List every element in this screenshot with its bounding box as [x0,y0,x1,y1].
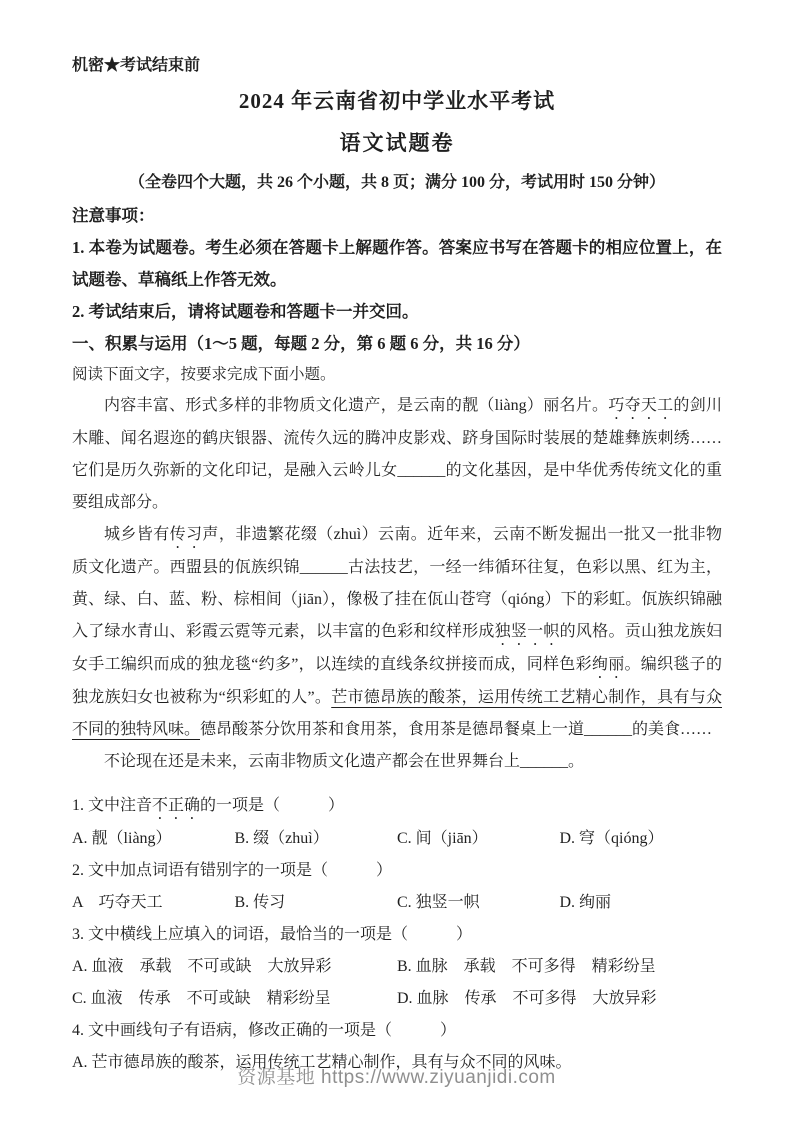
emphasized-text: 独竖一帜 [494,623,560,640]
fill-in-blank: ______ [397,462,446,479]
exam-subtitle: 语文试题卷 [339,131,455,155]
reading-intro: 阅读下面文字，按要求完成下面小题。 [72,366,336,383]
notice-item-1: 1. 本卷为试题卷。考生必须在答题卡上解题作答。答案应书写在答题卡的相应位置上，在试题卷、草稿纸上作答无效。 [72,238,722,289]
exam-meta-line: （全卷四个大题，共 26 个小题，共 8 页；满分 100 分，考试用时 150 分钟） [128,174,665,191]
fill-in-blank: ______ [520,753,569,770]
question-4-stem: 4. 文中画线句子有语病，修改正确的一项是（ ） [72,1022,457,1039]
fill-in-blank: ______ [299,559,348,576]
emphasized-text: 传习 [169,526,203,543]
question-1-option-b: B. 缀（zhuì） [234,830,329,847]
question-3-option-c: C. 血液 传承 不可或缺 精彩纷呈 [72,990,331,1007]
question-2-option-b: B. 传习 [234,894,286,911]
question-2-option-c: C. 独竖一帜 [397,894,480,911]
question-3-stem: 3. 文中横线上应填入的词语，最恰当的一项是（ ） [72,926,473,943]
question-3-option-b: B. 血脉 承载 不可多得 精彩纷呈 [397,958,656,975]
question-2-stem: 2. 文中加点词语有错别字的一项是（ ） [72,862,393,879]
question-2-option-a: A 巧夺天工 [72,894,163,911]
question-3-option-a: A. 血液 承载 不可或缺 大放异彩 [72,958,332,975]
question-3-option-d: D. 血脉 传承 不可多得 大放异彩 [397,990,657,1007]
question-1-stem: 1. 文中注音不正确的一项是（ ） [72,797,345,814]
passage-paragraph-2: 城乡皆有传习声，非遗繁花缀（zhuì）云南。近年来，云南不断发掘出一批又一批非物质文化遗产。西盟县的佤族织锦______古法技艺，一经一纬循环往复，色彩以黑、红为主，黄、绿、白、蓝、粉、棕相间（jiān），像极了挂在佤山苍穹（qióng）下的彩虹。佤族织锦融入了绿水青山、彩霞云霓等元素，以丰富的色彩和纹样形成独竖一帜的风格。贡山独龙族妇女手工编织而成的独龙毯“约多”，以连续的直线条纹拼接而成，同样色彩绚丽。编织毯子的独龙族妇女也被称为“织彩虹的人”。芒市德昂族的酸茶，运用传统工艺精心制作，具有与众不同的独特风味。德昂酸茶分饮用茶和食用茶，食用茶是德昂餐桌上一道______的美食…… [72,526,722,738]
emphasized-text: 巧夺天工 [608,397,674,414]
question-1-option-a: A. 靓（liàng） [72,830,172,847]
passage-paragraph-3: 不论现在还是未来，云南非物质文化遗产都会在世界舞台上______。 [104,753,585,770]
exam-title: 2024 年云南省初中学业水平考试 [238,89,556,113]
question-3-options [72,951,722,1015]
question-list [72,790,722,1079]
question-1-options [72,823,722,855]
question-4-option-a: A. 芒市德昂族的酸茶，运用传统工艺精心制作，具有与众不同的风味。 [72,1054,572,1071]
question-1-option-d: D. 穹（qióng） [559,830,664,847]
emphasized-text: 绚丽 [591,656,625,673]
emphasized-text: 不正确 [152,797,201,814]
passage-paragraph-1: 内容丰富、形式多样的非物质文化遗产，是云南的靓（liàng）丽名片。巧夺天工的剑川木雕、闻名遐迩的鹤庆银器、流传久远的腾冲皮影戏、跻身国际时装展的楚雄彝族刺绣……它们是历久弥新的文化印记，是融入云岭儿女______的文化基因，是中华优秀传统文化的重要组成部分。 [72,397,722,511]
section-1-heading: 一、积累与运用（1～5 题，每题 2 分，第 6 题 6 分，共 16 分） [72,334,530,353]
fill-in-blank: ______ [584,721,633,738]
notice-item-2: 2. 考试结束后，请将试题卷和答题卡一并交回。 [72,302,419,321]
question-2-option-d: D. 绚丽 [559,894,612,911]
watermark-site-link[interactable]: 资源基地 https://www.ziyuanjidi.com [237,1067,556,1088]
confidential-notice: 机密★考试结束前 [72,57,201,74]
question-2-options [72,887,722,919]
question-1-option-c: C. 间（jiān） [397,830,488,847]
notices-heading: 注意事项： [72,206,155,225]
underlined-sentence: 芒市德昂族的酸茶，运用传统工艺精心制作，具有与众不同的独特风味。 [72,689,722,738]
